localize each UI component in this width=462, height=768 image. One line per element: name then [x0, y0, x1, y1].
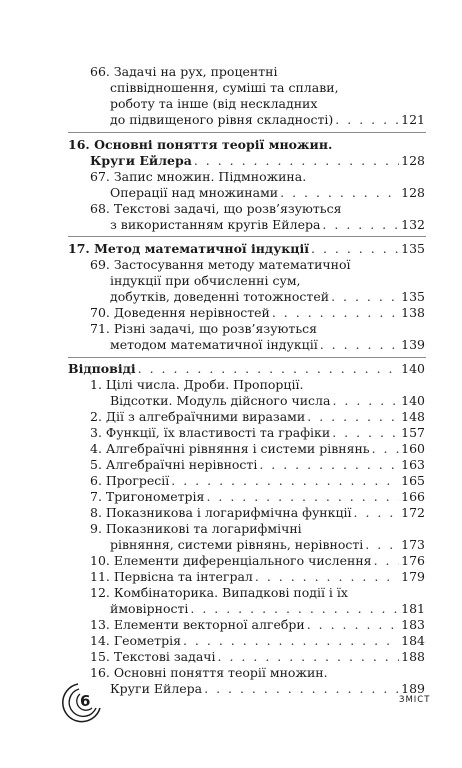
page-number: 184: [401, 633, 425, 648]
leader-dots: [190, 601, 399, 616]
leader-dots: [335, 112, 399, 127]
toc-item-66-line2: співвідношення, суміші та сплави,: [110, 80, 339, 95]
leader-dots: [311, 241, 399, 256]
leader-dots: [374, 553, 400, 568]
toc-section-16-last-text: Круги Ейлера: [90, 153, 192, 168]
leader-dots: [354, 505, 400, 520]
answer-11: [90, 569, 425, 584]
answer-2-text: 2. Дії з алгебраїчними виразами: [90, 409, 306, 424]
toc-item-69-last-text: добутків, доведенні тотожностей: [110, 289, 330, 304]
answer-9-last: [110, 537, 425, 552]
toc-item-71-last: [110, 337, 425, 352]
toc-item-67-last: [110, 185, 425, 200]
answer-6: [90, 473, 425, 488]
answer-2: [90, 409, 425, 424]
toc-item-67-last-text: Операції над множинами: [110, 185, 279, 200]
answer-9-last-text: рівняння, системи рівнянь, нерівності: [110, 537, 364, 552]
leader-dots: [183, 633, 399, 648]
page-number: 132: [401, 217, 425, 232]
toc-item-66-line1: 66. Задачі на рух, процентні: [90, 64, 278, 79]
answer-14-text: 14. Геометрія: [90, 633, 181, 648]
answer-1-line1: 1. Цілі числа. Дроби. Пропорції.: [90, 377, 304, 392]
toc-section-16-line1: 16. Основні поняття теорії множин.: [68, 137, 333, 152]
leader-dots: [332, 425, 399, 440]
toc-item-66-line3: роботу та інше (від нескладних: [110, 96, 318, 111]
toc-section-16-last: [90, 153, 425, 168]
answer-15: [90, 649, 425, 664]
footer-section-label: ЗМІСТ: [399, 695, 431, 705]
leader-dots: [307, 617, 399, 632]
answer-5-text: 5. Алгебраїчні нерівності: [90, 457, 258, 472]
answers-header: [68, 361, 425, 376]
leader-dots: [320, 337, 399, 352]
answer-9-line1: 9. Показникові та логарифмічні: [90, 521, 302, 536]
page-number: 140: [401, 393, 425, 408]
answer-16-line1: 16. Основні поняття теорії множин.: [90, 665, 328, 680]
page-number: 172: [401, 505, 425, 520]
footer-page-number: 6: [80, 692, 91, 710]
answer-16-last-text: Круги Ейлера: [110, 681, 203, 696]
divider: [68, 357, 426, 358]
page-number: 179: [401, 569, 425, 584]
toc-item-69-line2: індукції при обчисленні сум,: [110, 273, 301, 288]
leader-dots: [255, 569, 399, 584]
answer-12-last-text: ймовірності: [110, 601, 189, 616]
page-number: 135: [401, 241, 425, 256]
answer-4-text: 4. Алгебраїчні рівняння і системи рівнянь: [90, 441, 370, 456]
leader-dots: [194, 153, 399, 168]
page-number: 188: [401, 649, 425, 664]
leader-dots: [206, 489, 399, 504]
leader-dots: [218, 649, 400, 664]
toc-item-71-last-text: методом математичної індукції: [110, 337, 318, 352]
answer-5: [90, 457, 425, 472]
page-number: 139: [401, 337, 425, 352]
leader-dots: [272, 305, 399, 320]
answer-7: [90, 489, 425, 504]
answer-7-text: 7. Тригонометрія: [90, 489, 205, 504]
answer-4: [90, 441, 425, 456]
page-number: 138: [401, 305, 425, 320]
toc-item-69-last: [110, 289, 425, 304]
leader-dots: [204, 681, 399, 696]
toc-item-66-last-text: до підвищеного рівня складності): [110, 112, 334, 127]
leader-dots: [372, 441, 400, 456]
answer-13-text: 13. Елементи векторної алгебри: [90, 617, 305, 632]
answer-16-last: [110, 681, 425, 696]
page-number: 166: [401, 489, 425, 504]
answer-8: [90, 505, 425, 520]
toc-item-67-line1: 67. Запис множин. Підмножина.: [90, 169, 307, 184]
page-number: 176: [401, 553, 425, 568]
page-number: 157: [401, 425, 425, 440]
answer-10-text: 10. Елементи диференціального числення: [90, 553, 372, 568]
leader-dots: [138, 361, 399, 376]
toc-item-71-line1: 71. Різні задачі, що розв’язуються: [90, 321, 318, 336]
leader-dots: [259, 457, 399, 472]
page-number: 181: [401, 601, 425, 616]
answer-11-text: 11. Первісна та інтеграл: [90, 569, 253, 584]
toc-item-70: [90, 305, 425, 320]
leader-dots: [171, 473, 399, 488]
leader-dots: [307, 409, 399, 424]
answer-3-text: 3. Функції, їх властивості та графіки: [90, 425, 331, 440]
leader-dots: [365, 537, 399, 552]
divider: [68, 236, 426, 237]
page-number: 163: [401, 457, 425, 472]
answer-12-line1: 12. Комбінаторика. Випадкові події і їх: [90, 585, 348, 600]
page-number: 121: [401, 112, 425, 127]
answer-14: [90, 633, 425, 648]
page-number: 165: [401, 473, 425, 488]
page-number: 148: [401, 409, 425, 424]
answer-6-text: 6. Прогресії: [90, 473, 170, 488]
answer-15-text: 15. Текстові задачі: [90, 649, 216, 664]
leader-dots: [332, 393, 399, 408]
answer-12-last: [110, 601, 425, 616]
page-number: 183: [401, 617, 425, 632]
answer-8-text: 8. Показникова і логарифмічна функції: [90, 505, 352, 520]
answer-13: [90, 617, 425, 632]
toc-section-17: [68, 241, 425, 256]
answer-10: [90, 553, 425, 568]
page-number: 160: [401, 441, 425, 456]
toc-item-68-line1: 68. Текстові задачі, що розв’язуються: [90, 201, 342, 216]
divider: [68, 132, 426, 133]
leader-dots: [280, 185, 399, 200]
answer-3: [90, 425, 425, 440]
toc-item-68-last: [110, 217, 425, 232]
answer-1-last-text: Відсотки. Модуль дійсного числа: [110, 393, 331, 408]
toc-item-66-last: [110, 112, 425, 127]
page-number: 173: [401, 537, 425, 552]
toc-item-70-text: 70. Доведення нерівностей: [90, 305, 270, 320]
page-number: 128: [401, 153, 425, 168]
toc-section-17-text: 17. Метод математичної індукції: [68, 241, 310, 256]
page-number: 128: [401, 185, 425, 200]
leader-dots: [331, 289, 399, 304]
answer-1-last: [110, 393, 425, 408]
toc-item-69-line1: 69. Застосування методу математичної: [90, 257, 351, 272]
answers-header-text: Відповіді: [68, 361, 136, 376]
leader-dots: [322, 217, 399, 232]
page-number: 189: [401, 681, 425, 696]
page-number: 135: [401, 289, 425, 304]
toc-item-68-last-text: з використанням кругів Ейлера: [110, 217, 321, 232]
page-number: 140: [401, 361, 425, 376]
